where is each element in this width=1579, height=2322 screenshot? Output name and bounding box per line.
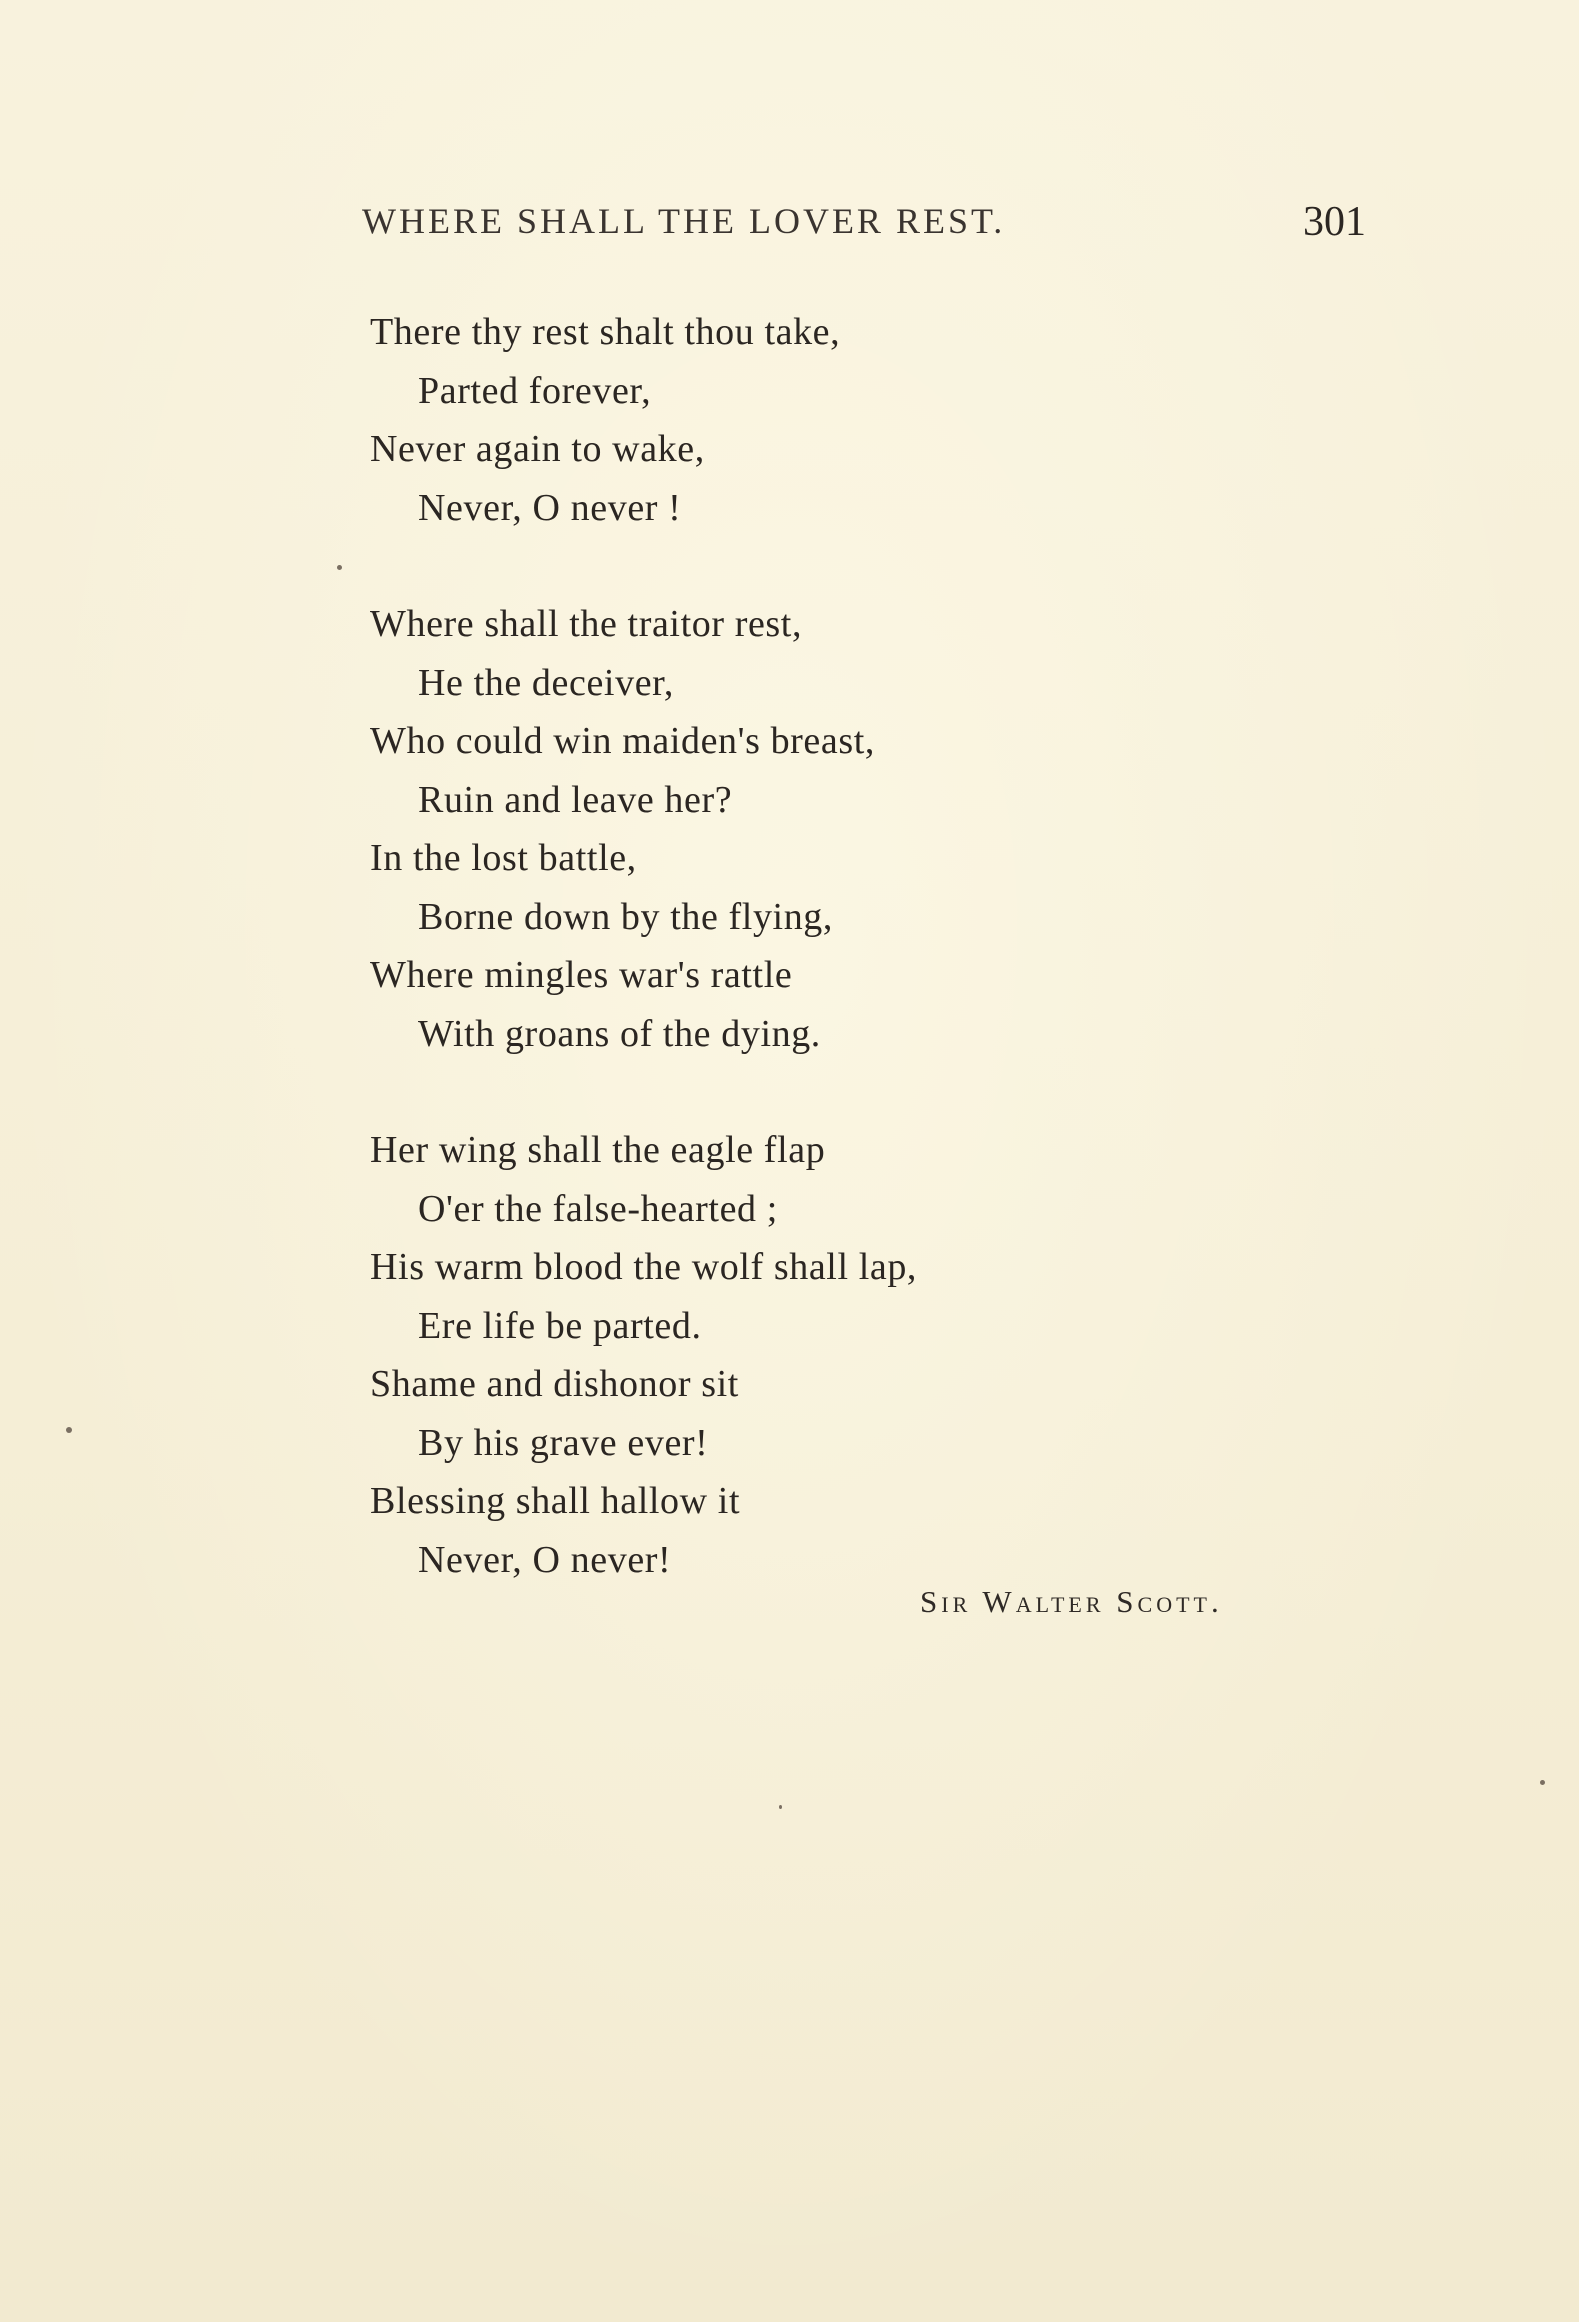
poem-line: There thy rest shalt thou take, bbox=[370, 311, 841, 353]
paper-speck bbox=[779, 1805, 782, 1809]
paper-speck bbox=[66, 1427, 72, 1433]
paper-speck bbox=[337, 565, 342, 570]
page-number: 301 bbox=[1303, 199, 1366, 245]
poem-line: Never, O never ! bbox=[418, 486, 682, 529]
poem-line: By his grave ever! bbox=[418, 1421, 709, 1464]
poem-line: Where mingles war's rattle bbox=[370, 954, 793, 996]
paper-speck bbox=[1540, 1780, 1545, 1785]
author-attribution: Sir Walter Scott. bbox=[920, 1584, 1223, 1619]
poem-line: Ere life be parted. bbox=[418, 1304, 702, 1347]
poem-line: Parted forever, bbox=[418, 369, 652, 412]
stanza bbox=[370, 1121, 1370, 1589]
poem-line: Ruin and leave her? bbox=[418, 778, 733, 821]
poem-line: Borne down by the flying, bbox=[418, 895, 834, 938]
poem-line: Never, O never! bbox=[418, 1538, 672, 1581]
poem bbox=[370, 303, 1370, 1647]
poem-line: He the deceiver, bbox=[418, 661, 674, 704]
poem-line: Who could win maiden's breast, bbox=[370, 720, 876, 762]
poem-line: With groans of the dying. bbox=[418, 1012, 821, 1055]
poem-line: Where shall the traitor rest, bbox=[370, 603, 803, 645]
poem-line: Her wing shall the eagle flap bbox=[370, 1129, 826, 1171]
stanza bbox=[370, 595, 1370, 1063]
stanza bbox=[370, 303, 1370, 537]
poem-line: O'er the false-hearted ; bbox=[418, 1187, 778, 1230]
poem-line: In the lost battle, bbox=[370, 837, 637, 879]
poem-line: His warm blood the wolf shall lap, bbox=[370, 1246, 918, 1288]
running-title: WHERE SHALL THE LOVER REST. bbox=[362, 201, 1006, 241]
poem-line: Blessing shall hallow it bbox=[370, 1480, 741, 1522]
poem-line: Shame and dishonor sit bbox=[370, 1363, 739, 1405]
poem-line: Never again to wake, bbox=[370, 428, 705, 470]
